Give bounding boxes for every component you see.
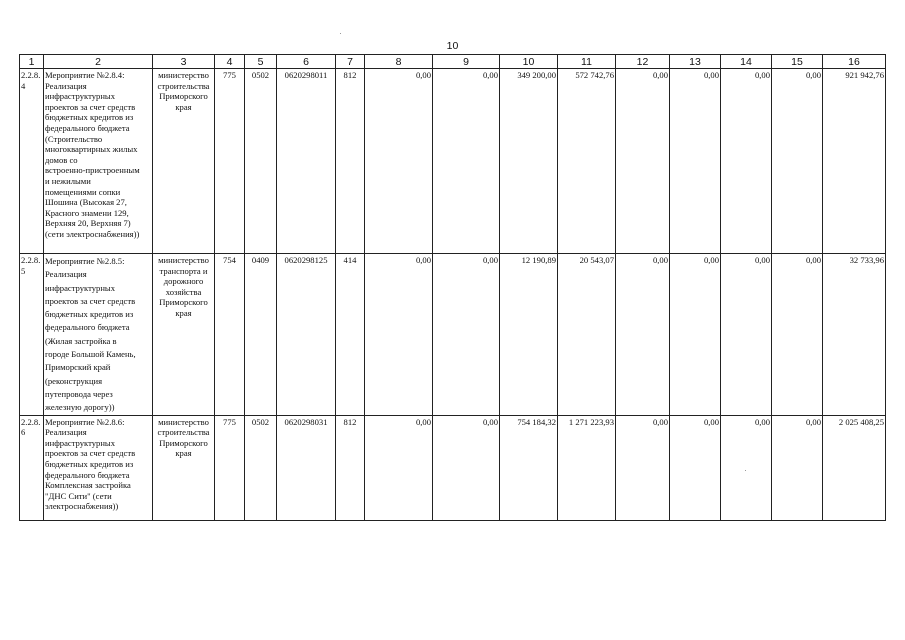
scan-speck bbox=[340, 33, 341, 34]
amount-col-13: 0,00 bbox=[670, 254, 721, 416]
header-cell: 4 bbox=[215, 55, 245, 69]
ministry-code: 775 bbox=[215, 415, 245, 520]
amount-col-9: 0,00 bbox=[433, 415, 500, 520]
ministry-code: 754 bbox=[215, 254, 245, 416]
amount-col-13: 0,00 bbox=[670, 415, 721, 520]
amount-col-9: 0,00 bbox=[433, 254, 500, 416]
section-code: 0502 bbox=[245, 415, 277, 520]
ministry-code: 775 bbox=[215, 69, 245, 254]
header-cell: 3 bbox=[153, 55, 215, 69]
executor: министерство строительства Приморского края bbox=[153, 69, 215, 254]
expense-type-code: 812 bbox=[336, 415, 365, 520]
header-cell: 12 bbox=[616, 55, 670, 69]
section-code: 0502 bbox=[245, 69, 277, 254]
amount-col-8: 0,00 bbox=[365, 69, 433, 254]
header-cell: 2 bbox=[44, 55, 153, 69]
executor: министерство транспорта и дорожного хозяйства Приморского края bbox=[153, 254, 215, 416]
table-row bbox=[20, 254, 886, 416]
amount-col-8: 0,00 bbox=[365, 415, 433, 520]
header-cell: 7 bbox=[336, 55, 365, 69]
header-cell: 6 bbox=[277, 55, 336, 69]
table-row bbox=[20, 69, 886, 254]
amount-col-10: 754 184,32 bbox=[500, 415, 558, 520]
section-code: 0409 bbox=[245, 254, 277, 416]
target-article-code: 0620298125 bbox=[277, 254, 336, 416]
amount-col-10: 349 200,00 bbox=[500, 69, 558, 254]
amount-col-9: 0,00 bbox=[433, 69, 500, 254]
executor: министерство строительства Приморского края bbox=[153, 415, 215, 520]
header-cell: 8 bbox=[365, 55, 433, 69]
header-cell: 1 bbox=[20, 55, 44, 69]
page-number: 10 bbox=[446, 40, 459, 52]
amount-col-11: 20 543,07 bbox=[558, 254, 616, 416]
header-row bbox=[20, 55, 886, 69]
amount-total: 2 025 408,25 bbox=[823, 415, 886, 520]
measure-name: Мероприятие №2.8.4: Реализация инфраструктурных проектов за счет средств бюджетных кредитов из федерального бюджета (Строительство многоквартирных жилых домов со встроенно-пристроенным и нежилыми помещениями сопки Шошина (Высокая 27, Красного знамени 129, Верхняя 20, Верхняя 7) (сети электроснабжения)) bbox=[44, 69, 153, 254]
measure-name: Мероприятие №2.8.5: Реализация инфраструктурных проектов за счет средств бюджетных кредитов из федерального бюджета (Жилая застройка в городе Большой Камень, Приморский край (реконструкция путепровода через железную дорогу)) bbox=[44, 254, 153, 416]
header-cell: 11 bbox=[558, 55, 616, 69]
expense-type-code: 812 bbox=[336, 69, 365, 254]
amount-col-15: 0,00 bbox=[772, 254, 823, 416]
amount-col-10: 12 190,89 bbox=[500, 254, 558, 416]
scan-speck bbox=[745, 470, 746, 471]
header-cell: 9 bbox=[433, 55, 500, 69]
measure-name: Мероприятие №2.8.6: Реализация инфраструктурных проектов за счет средств бюджетных кредитов из федерального бюджета Комплексная застройка "ДНС Сити" (сети электроснабжения)) bbox=[44, 415, 153, 520]
target-article-code: 0620298031 bbox=[277, 415, 336, 520]
amount-total: 32 733,96 bbox=[823, 254, 886, 416]
header-cell: 15 bbox=[772, 55, 823, 69]
header-cell: 10 bbox=[500, 55, 558, 69]
amount-col-8: 0,00 bbox=[365, 254, 433, 416]
header-cell: 16 bbox=[823, 55, 886, 69]
amount-col-14: 0,00 bbox=[721, 415, 772, 520]
amount-total: 921 942,76 bbox=[823, 69, 886, 254]
expense-type-code: 414 bbox=[336, 254, 365, 416]
row-code: 2.2.8. 5 bbox=[20, 254, 44, 416]
amount-col-15: 0,00 bbox=[772, 415, 823, 520]
amount-col-14: 0,00 bbox=[721, 254, 772, 416]
header-cell: 13 bbox=[670, 55, 721, 69]
header-cell: 5 bbox=[245, 55, 277, 69]
amount-col-12: 0,00 bbox=[616, 254, 670, 416]
amount-col-11: 1 271 223,93 bbox=[558, 415, 616, 520]
header-cell: 14 bbox=[721, 55, 772, 69]
table-row bbox=[20, 415, 886, 520]
amount-col-11: 572 742,76 bbox=[558, 69, 616, 254]
target-article-code: 0620298011 bbox=[277, 69, 336, 254]
amount-col-14: 0,00 bbox=[721, 69, 772, 254]
amount-col-12: 0,00 bbox=[616, 415, 670, 520]
row-code: 2.2.8. 4 bbox=[20, 69, 44, 254]
amount-col-15: 0,00 bbox=[772, 69, 823, 254]
row-code: 2.2.8. 6 bbox=[20, 415, 44, 520]
budget-table bbox=[19, 54, 886, 521]
amount-col-13: 0,00 bbox=[670, 69, 721, 254]
amount-col-12: 0,00 bbox=[616, 69, 670, 254]
